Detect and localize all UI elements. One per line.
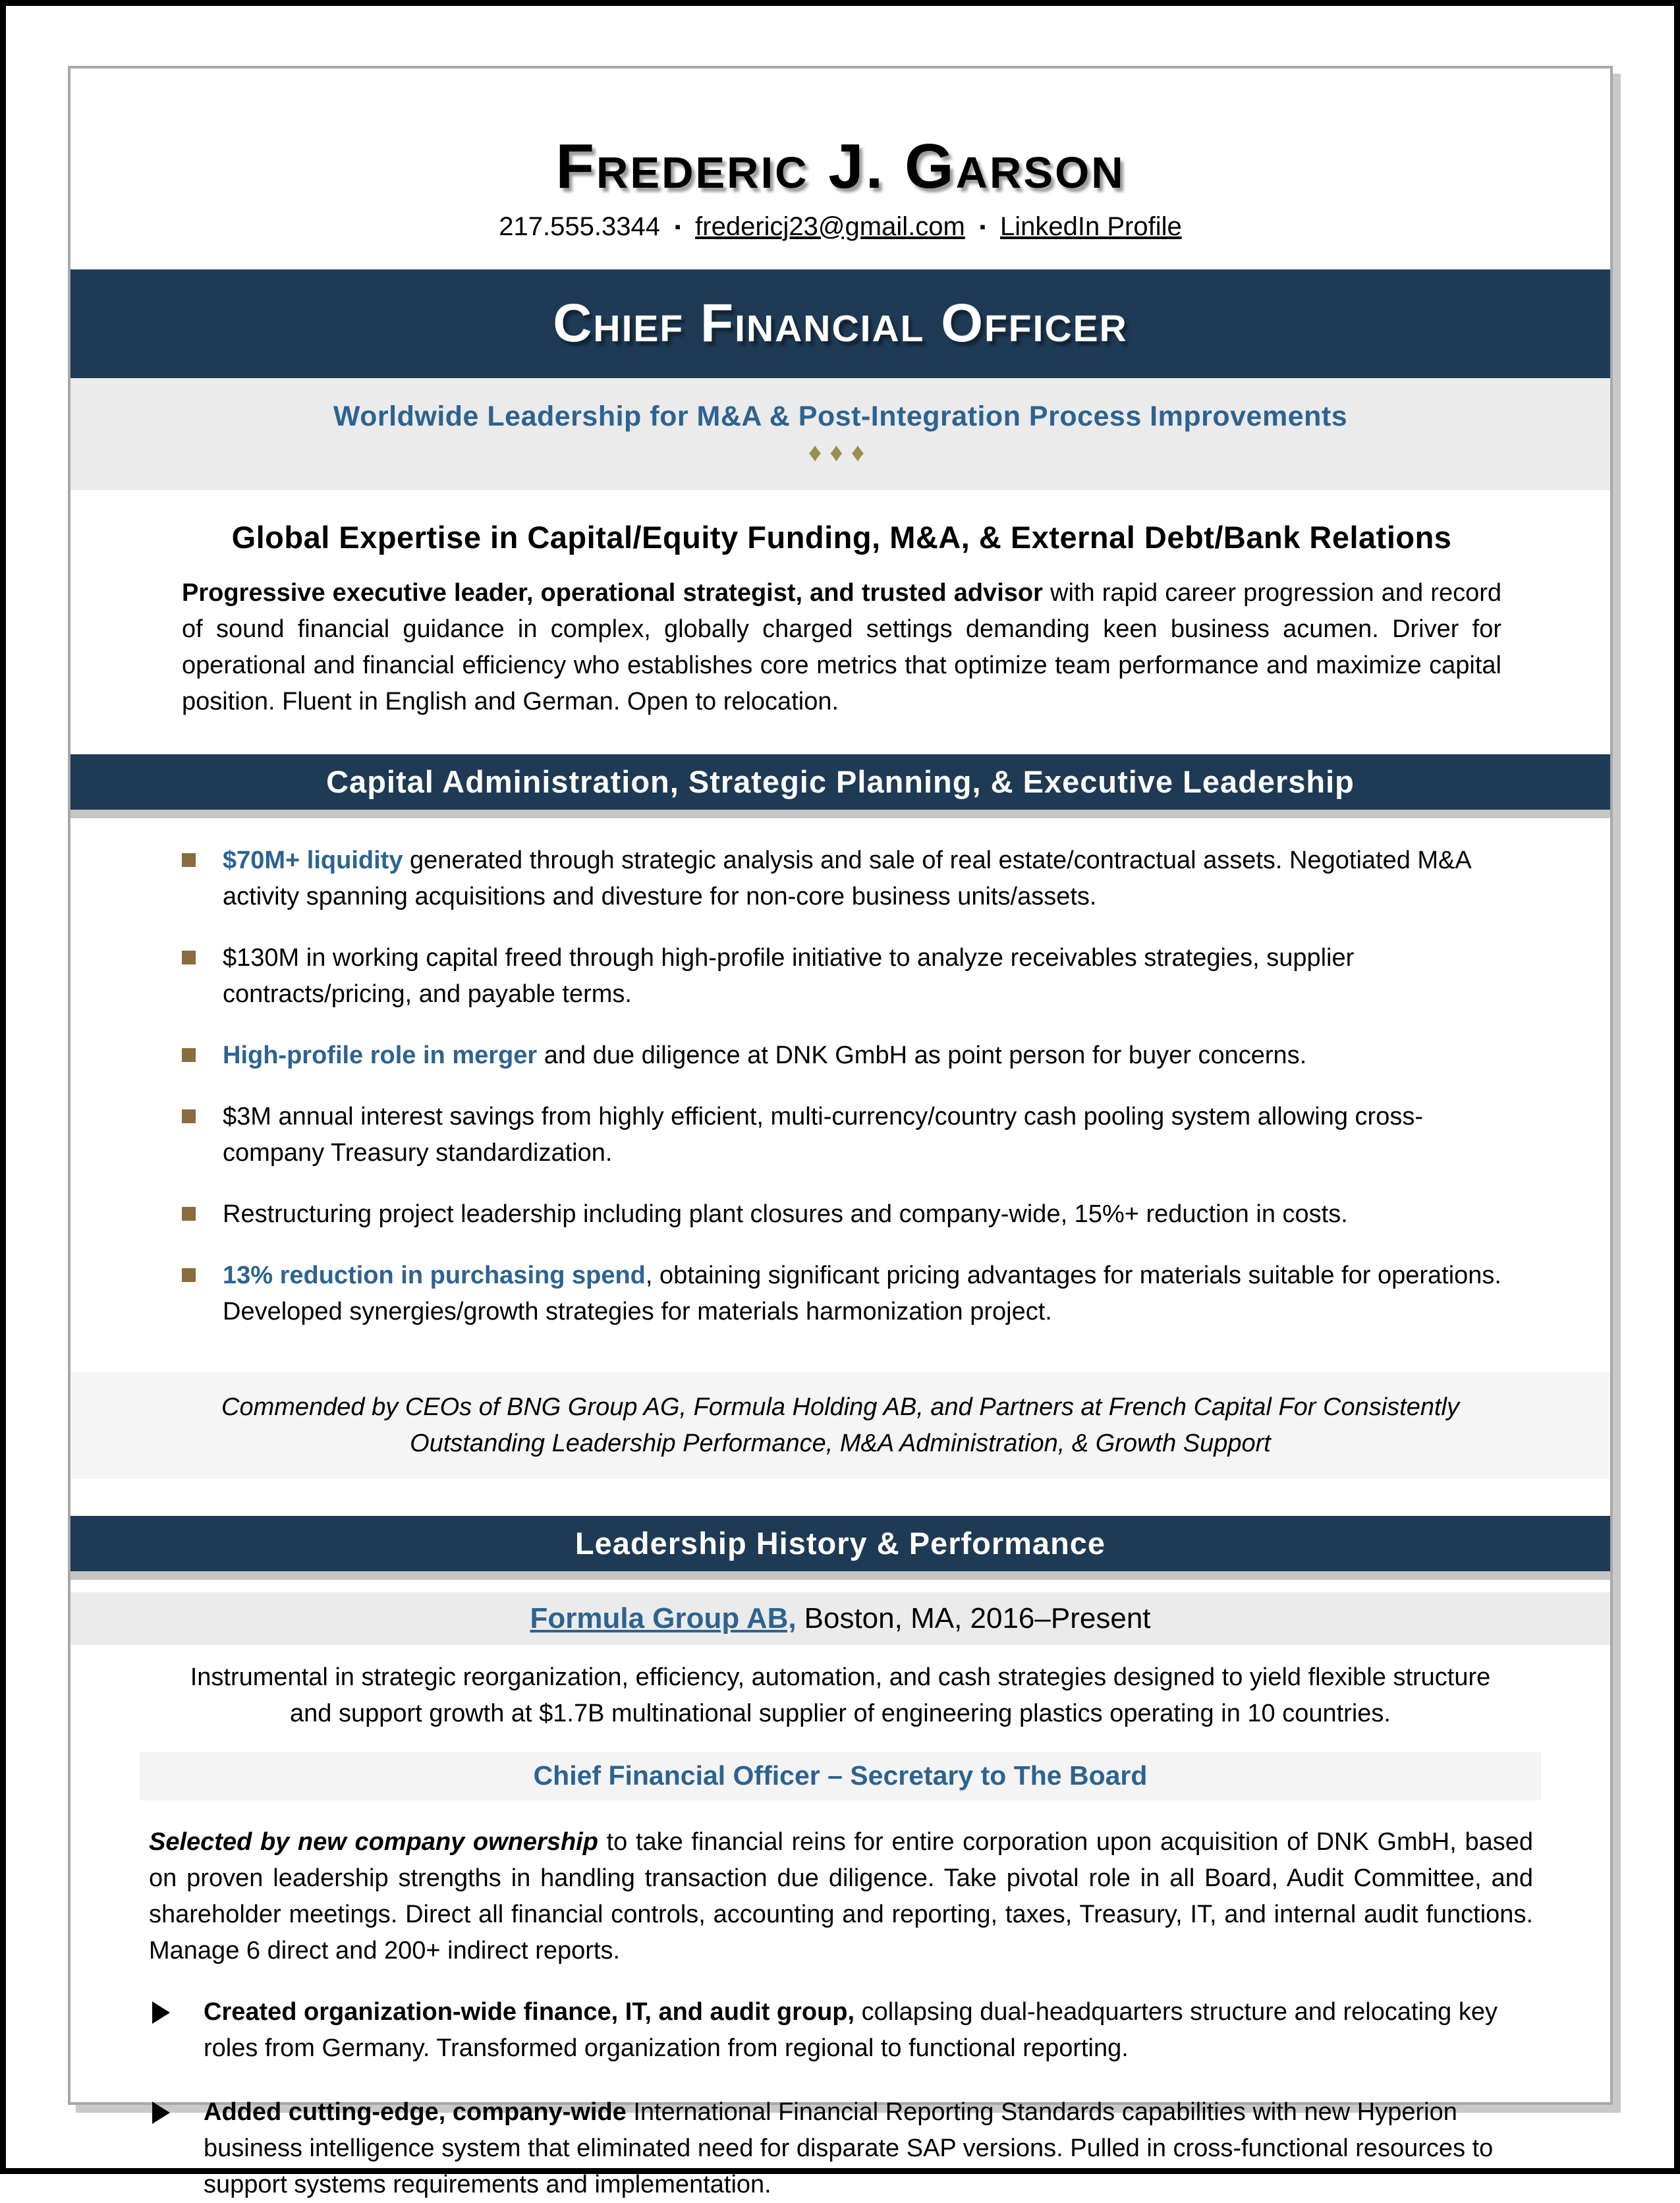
section-banner-capital: [70, 754, 1610, 810]
square-bullet-icon: [182, 951, 196, 964]
achievement-text: [204, 2094, 1532, 2203]
summary-heading: Global Expertise in Capital/Equity Funding, M&A, & External Debt/Bank Relations: [231, 519, 1452, 555]
role-title: Chief Financial Officer – Secretary to The Board: [533, 1760, 1148, 1791]
linkedin-link[interactable]: LinkedIn Profile: [1000, 211, 1182, 241]
bullet-lead: $70M+ liquidity: [223, 846, 403, 874]
tagline-band: [70, 378, 1610, 490]
role-body: to take financial reins for entire corporation upon acquisition of DNK GmbH, based on proven leadership strengths in handling transaction due diligence. Take pivotal role in all Board, Audit Committee, and shareholder meetings. Direct all financial controls, accounting and reporting, taxes, Treasury, IT, and internal audit functions. Manage 6 direct and 200+ indirect reports.: [149, 1827, 1533, 1965]
list-item: [182, 940, 1501, 1013]
list-item: [182, 843, 1501, 915]
resume-page: [68, 66, 1613, 2198]
header: [70, 69, 1610, 242]
bullet-text: [223, 1099, 1501, 1171]
bullet-lead: High-profile role in merger: [223, 1041, 538, 1069]
bullet-rest: generated through strategic analysis and sale of real estate/contractual assets. Negotiated M&A activity spanning acquisitions and divesture for non-core business units/assets.: [223, 846, 1470, 910]
email-link[interactable]: fredericj23@gmail.com: [695, 211, 965, 241]
summary-lead: Progressive executive leader, operational strategist, and trusted advisor: [182, 578, 1043, 607]
diamond-icons: ♦♦♦: [808, 437, 873, 467]
bullet-rest: , obtaining significant pricing advantages for materials suitable for operations. Developed synergies/growth strategies for materials harmonization project.: [223, 1261, 1501, 1325]
company-summary: Instrumental in strategic reorganization, efficiency, automation, and cash strategies designed to yield flexible structure and support growth at $1.7B multinational supplier of engineering plastics operating in 10 countries.: [190, 1663, 1491, 1727]
achievement-rest: International Financial Reporting Standards capabilities with new Hyperion business intelligence system that eliminated need for disparate SAP versions. Pulled in cross-functional resources to support systems requirements and implementation.: [204, 2098, 1494, 2198]
section-title: Capital Administration, Strategic Planning, & Executive Leadership: [326, 764, 1355, 800]
achievement-lead: Created organization-wide finance, IT, and audit group,: [204, 1997, 855, 2026]
contact-line: [70, 212, 1610, 242]
bullet-rest: $3M annual interest savings from highly efficient, multi-currency/country cash pooling system allowing cross-company Treasury standardization.: [223, 1102, 1423, 1167]
bullet-text: [223, 1258, 1501, 1330]
bullet-lead: 13% reduction in purchasing spend: [223, 1261, 646, 1289]
list-item: [182, 1038, 1501, 1074]
arrow-bullet-icon: [152, 2001, 170, 2024]
bullet-rest: and due diligence at DNK GmbH as point person for buyer concerns.: [537, 1041, 1307, 1069]
role-achievement-list: [152, 1994, 1532, 2203]
arrow-bullet-icon: [152, 2102, 170, 2124]
summary-section: [70, 490, 1610, 754]
list-item: [182, 1258, 1501, 1330]
square-bullet-icon: [182, 853, 196, 867]
bullet-text: [223, 1196, 1501, 1233]
company-header-band: [70, 1592, 1610, 1645]
square-bullet-icon: [182, 1109, 196, 1123]
company-location-dates: Boston, MA, 2016–Present: [804, 1602, 1151, 1634]
achievement-rest: collapsing dual-headquarters structure and relocating key roles from Germany. Transformed organization from regional to functional reporting.: [204, 1997, 1498, 2062]
role-lead: Selected by new company ownership: [149, 1827, 598, 1856]
tagline-text: Worldwide Leadership for M&A & Post-Integration Process Improvements: [333, 400, 1348, 432]
commendation-quote: Commended by CEOs of BNG Group AG, Formula Holding AB, and Partners at French Capital For Consistently Outstanding Leadership Performance, M&A Administration, & Growth Support: [70, 1372, 1610, 1479]
phone-number: 217.555.3344: [499, 211, 660, 241]
bullet-text: [223, 843, 1501, 915]
square-bullet-icon: [182, 1048, 196, 1062]
square-separator-icon: ▪: [979, 217, 986, 237]
title-banner: [70, 269, 1610, 378]
summary-body: with rapid career progression and record of sound financial guidance in complex, globally charged settings demanding keen business acumen. Driver for operational and financial efficiency who establishes core metrics that optimize team performance and maximize capital position. Fluent in English and German. Open to relocation.: [182, 578, 1501, 715]
bullet-rest: Restructuring project leadership including plant closures and company-wide, 15%+ reduction in costs.: [223, 1200, 1348, 1228]
summary-paragraph: [182, 575, 1501, 720]
bullet-text: [223, 940, 1501, 1013]
square-separator-icon: ▪: [674, 217, 681, 237]
list-item: [182, 1099, 1501, 1171]
square-bullet-icon: [182, 1207, 196, 1221]
bullet-rest: $130M in working capital freed through high-profile initiative to analyze receivables strategies, supplier contracts/pricing, and payable terms.: [223, 943, 1355, 1008]
candidate-name: Frederic J. Garson: [555, 131, 1125, 202]
square-bullet-icon: [182, 1268, 196, 1282]
achievement-lead: Added cutting-edge, company-wide: [204, 2098, 627, 2126]
company-link[interactable]: Formula Group AB,: [530, 1602, 797, 1634]
capital-bullet-list: [70, 810, 1610, 1352]
role-paragraph: [149, 1824, 1533, 1969]
section-title: Leadership History & Performance: [574, 1526, 1106, 1561]
section-banner-history: [70, 1516, 1610, 1571]
list-item: [152, 2094, 1532, 2203]
list-item: [152, 1994, 1532, 2067]
list-item: [182, 1196, 1501, 1233]
bullet-text: [223, 1038, 1501, 1074]
job-title: Chief Financial Officer: [553, 293, 1128, 354]
role-header-band: [140, 1752, 1541, 1800]
achievement-text: [204, 1994, 1532, 2067]
spacer: [70, 1479, 1610, 1516]
